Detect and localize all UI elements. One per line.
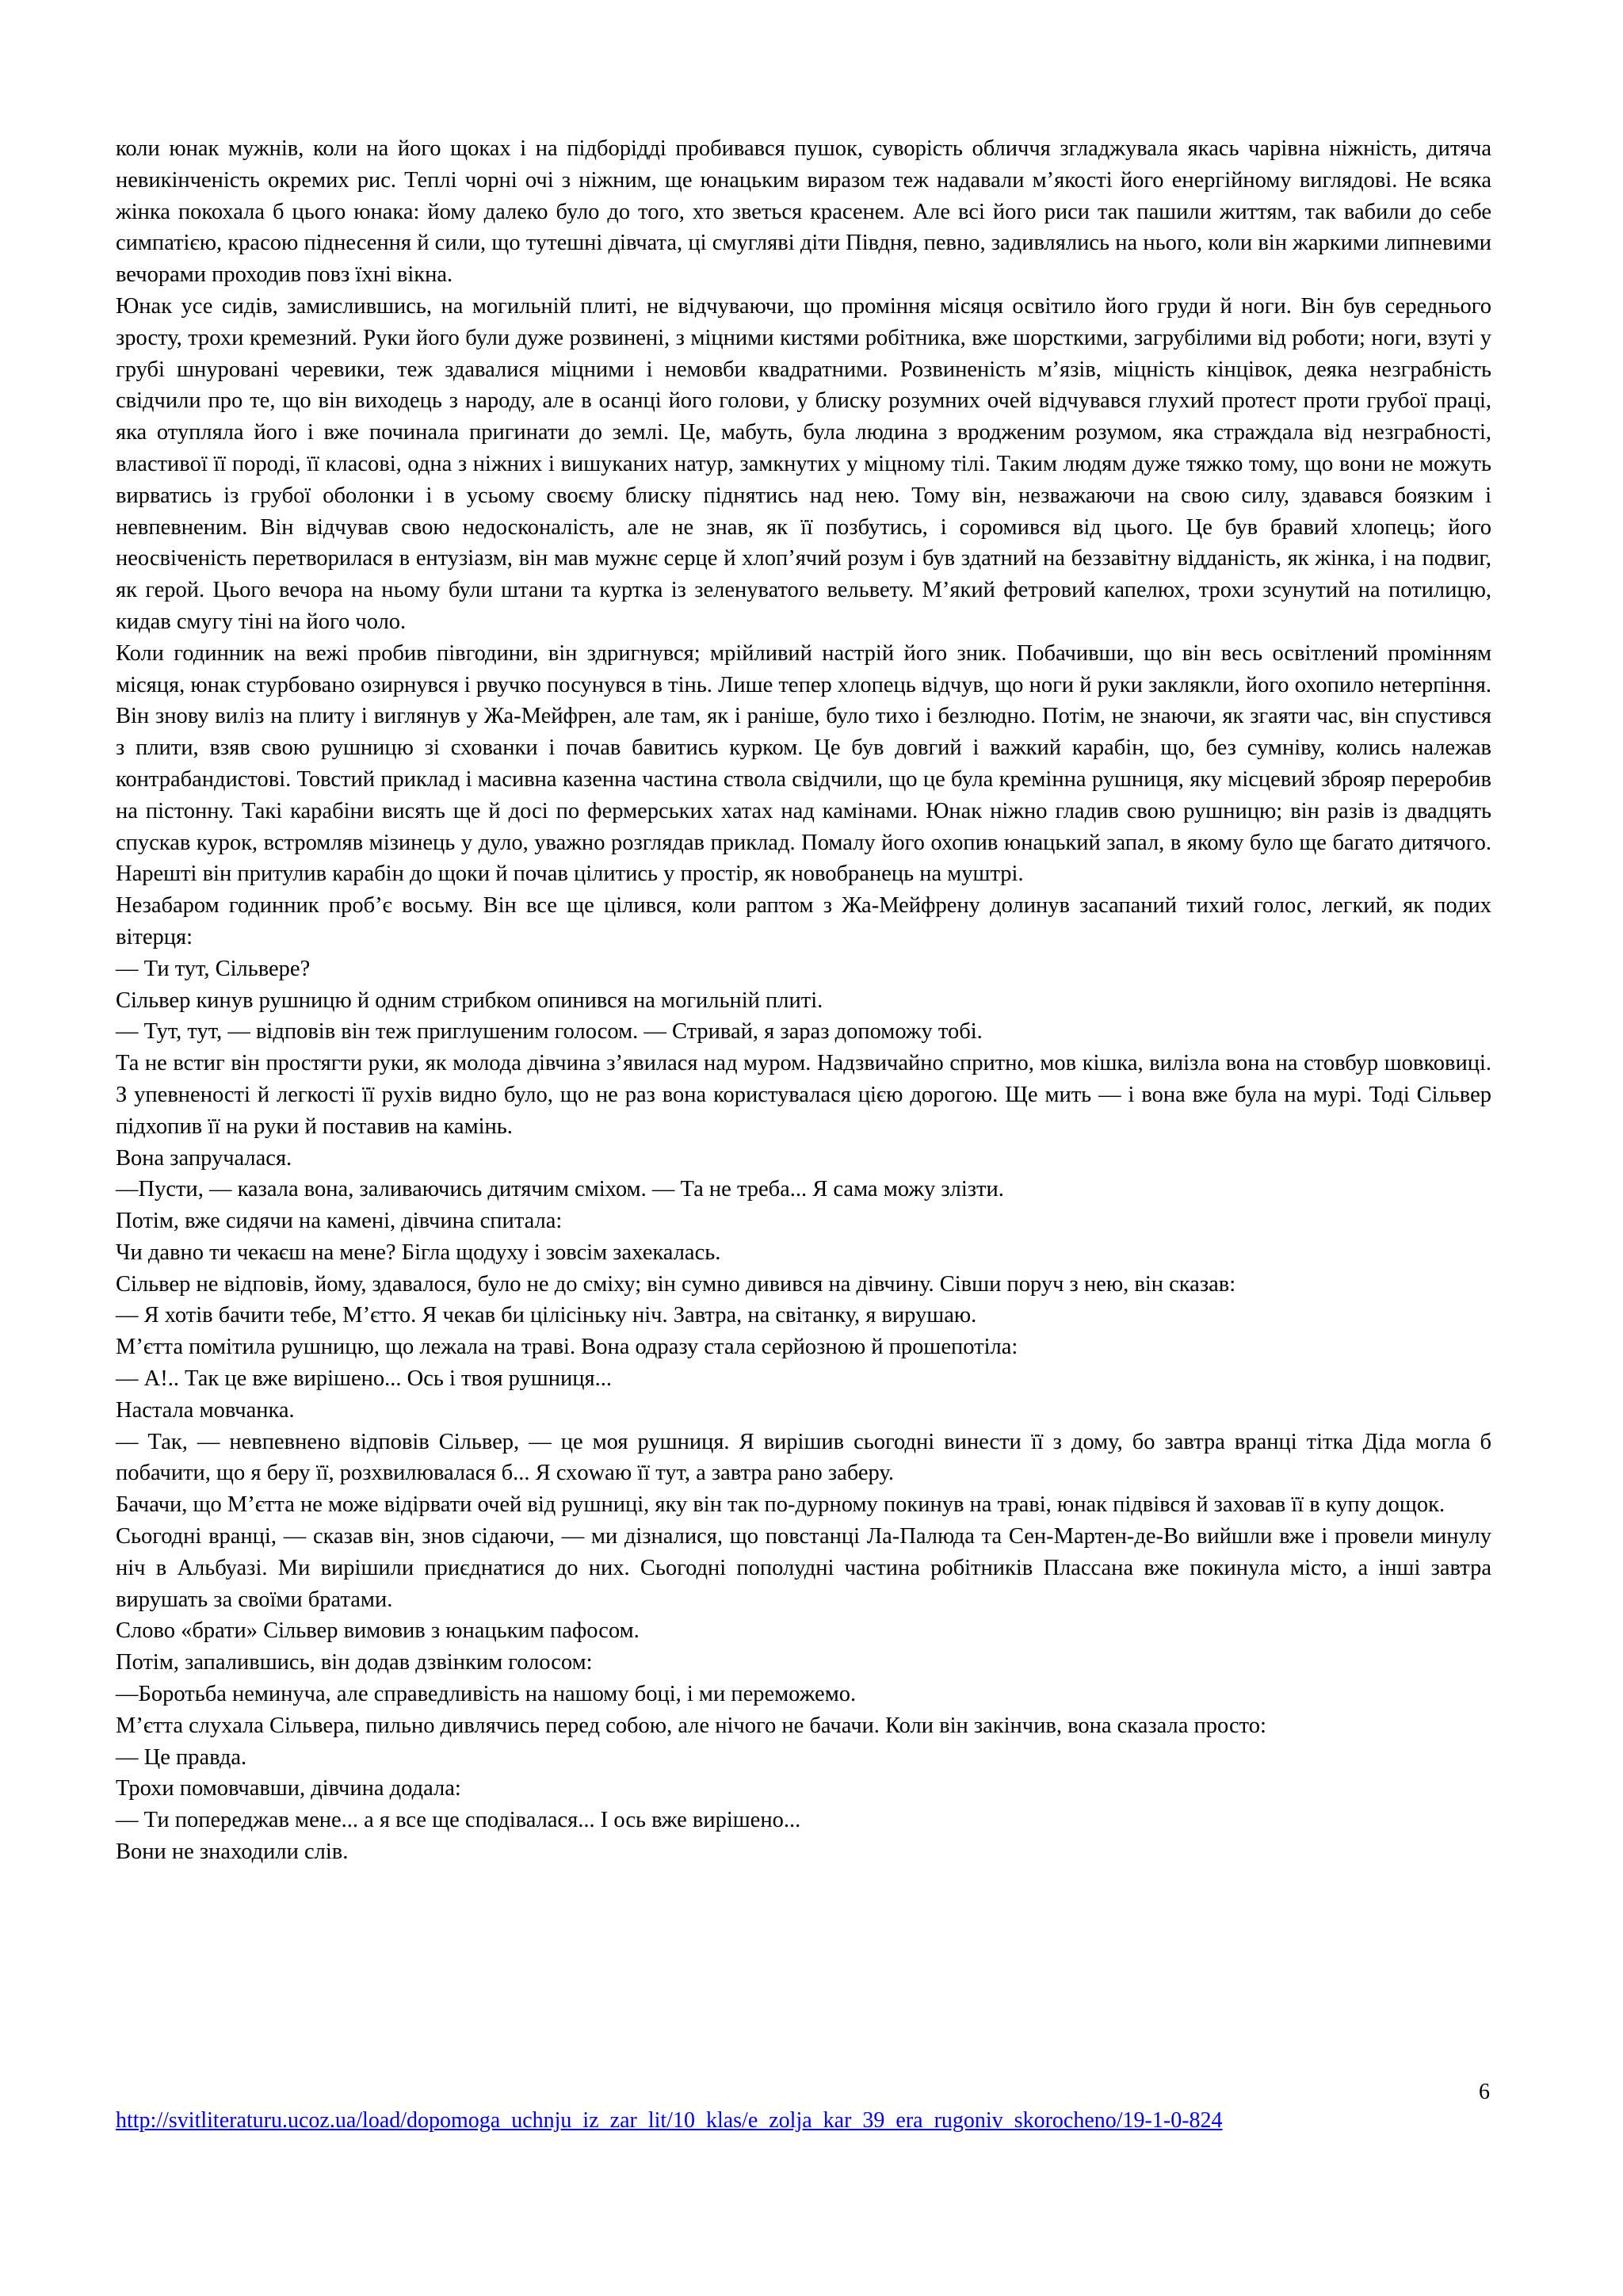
page-number: 6 — [1479, 2080, 1490, 2104]
dialogue-line: — Я хотів бачити тебе, М’єтто. Я чекав би цілісіньку ніч. Завтра, на світанку, я вирушаю. — [116, 1303, 977, 1328]
paragraph: Бачачи, що М’єтта не може відірвати очей від рушниці, яку він так по-дурному покинув на траві, юнак підвівся й заховав її в купу дощок. — [116, 1492, 1445, 1518]
paragraph: Трохи помовчавши, дівчина додала: — [116, 1776, 461, 1801]
paragraph: Юнак усе сидів, замислившись, на могильній плиті, не відчуваючи, що проміння місяця освітило його груди й ноги. Він був середнього зросту, трохи кремезний. Руки його були дуже розвинені, з міцними кистями робітника, вже шорсткими, загрубілими від роботи; ноги, взуті у грубі шнуровані черевики, теж здавалися міцними і немовби квадратними. Розвиненість м’язів, міцність кінцівок, деяка незграбність свідчили про те, що він виходець з народу, але в осанці його голови, у блиску розумних очей відчувався глухий протест проти грубої праці, яка отупляла його і вже починала пригинати до землі. Це, мабуть, була людина з вродженим розумом, яка страждала від незграбності, властивої її породі, її класові, одна з ніжних і вишуканих натур, замкнутих у міцному тілі. Таким людям дуже тяжко тому, що вони не можуть вирватись із грубої оболонки і в усьому своєму блиску піднятись над нею. Тому він, незважаючи на свою силу, здавався боязким і невпевненим. Він відчував свою недосконалість, але не знав, як її позбутись, і соромився від цього. Це був бравий хлопець; його неосвіченість перетворилася в ентузіазм, він мав мужнє серце й хлоп’ячий розум і був здатний на беззавітну відданість, як жінка, і на подвиг, як герой. Цього вечора на ньому були штани та куртка із зеленуватого вельвету. М’який фетровий капелюх, трохи зсунутий на потилицю, кидав смугу тіні на його чоло. — [116, 293, 1491, 634]
dialogue-line: Сьогодні вранці, — сказав він, знов сідаючи, — ми дізналися, що повстанці Ла-Палюда та Сен-Мартен-де-Во вийшли вже і провели минулу ніч в Альбуазі. Ми вирішили приєднатися до них. Сьогодні пополудні частина робітників Плассана вже покинула місто, а інші завтра вирушать за своїми братами. — [116, 1524, 1491, 1612]
paragraph: М’єтта слухала Сільвера, пильно дивлячись перед собою, але нічого не бачачи. Коли він закінчив, вона сказала просто: — [116, 1713, 1266, 1738]
source-link[interactable]: http://svitliteraturu.ucoz.ua/load/dopomoga_uchnju_iz_zar_lit/10_klas/e_zolja_kar_39_era_rugoniv_skorocheno/19-1-0-824 — [116, 2108, 1223, 2133]
paragraph: М’єтта помітила рушницю, що лежала на траві. Вона одразу стала серйозною й прошепотіла: — [116, 1335, 1018, 1360]
paragraph: Слово «брати» Сільвер вимовив з юнацьким пафосом. — [116, 1618, 640, 1644]
document-body — [116, 133, 1491, 1868]
paragraph: Вони не знаходили слів. — [116, 1839, 349, 1865]
dialogue-line: —Боротьба неминуча, але справедливість на нашому боці, і ми переможемо. — [116, 1682, 857, 1707]
dialogue-line: — Це правда. — [116, 1744, 247, 1770]
paragraph: Сільвер не відповів, йому, здавалося, було не до сміху; він сумно дивився на дівчину. Сівши поруч з нею, він сказав: — [116, 1271, 1236, 1297]
dialogue-line: —Пусти, — казала вона, заливаючись дитячим сміхом. — Та не треба... Я сама можу злізти. — [116, 1177, 1004, 1202]
dialogue-line: — Ти попереджав мене... а я все ще сподівалася... І ось вже вирішено... — [116, 1808, 801, 1833]
dialogue-line: — Так, — невпевнено відповів Сільвер, — це моя рушниця. Я вирішив сьогодні винести її з дому, бо завтра вранці тітка Діда могла б побачити, що я беру її, розхвилювалася б... Я схowаю її тут, а завтра рано заберу. — [116, 1429, 1491, 1486]
paragraph: коли юнак мужнів, коли на його щоках і на підборідді пробивався пушок, суворість обличчя згладжувала якась чарівна ніжність, дитяча невикінченість окремих рис. Теплі чорні очі з ніжним, ще юнацьким виразом теж надавали м’якості його енергійному виглядові. Не всяка жінка покохала б цього юнака: йому далеко було до того, хто зветься красенем. Але всі його риси так пашили життям, так вабили до себе симпатією, красою піднесення й сили, що тутешні дівчата, ці смугляві діти Півдня, певно, задивлялись на нього, коли він жаркими липневими вечорами проходив повз їхні вікна. — [116, 136, 1491, 288]
paragraph: Незабаром годинник проб’є восьму. Він все ще цілився, коли раптом з Жа-Мейфрену долинув засапаний тихий голос, легкий, як подих вітерця: — [116, 893, 1491, 949]
paragraph: Коли годинник на вежі пробив півгодини, він здригнувся; мрійливий настрій його зник. Побачивши, що він весь освітлений промінням місяця, юнак стурбовано озирнувся і рвучко посунувся в тінь. Лише тепер хлопець відчув, що ноги й руки заклякли, його охопило нетерпіння. Він знову виліз на плиту і виглянув у Жа-Мейфрен, але там, як і раніше, було тихо і безлюдно. Потім, не знаючи, як згаяти час, він спустився з плити, взяв свою рушницю зі схованки і почав бавитись курком. Це був довгий і важкий карабін, що, без сумніву, колись належав контрабандистові. Товстий приклад і масивна казенна частина ствола свідчили, що це була кремінна рушниця, яку місцевий зброяр переробив на пістонну. Такі карабіни висять ще й досі по фермерських хатах над камінами. Юнак ніжно гладив свою рушницю; він разів із двадцять спускав курок, встромляв мізинець у дуло, уважно розглядав приклад. Помалу його охопив юнацький запал, в якому було ще багато дитячого. Нарешті він притулив карабін до щоки й почав цілитись у простір, як новобранець на муштрі. — [116, 640, 1491, 887]
dialogue-line: — А!.. Так це вже вирішено... Ось і твоя рушниця... — [116, 1366, 612, 1392]
paragraph: Потім, запалившись, він додав дзвінким голосом: — [116, 1650, 593, 1675]
paragraph: Вона запручалася. — [116, 1145, 292, 1171]
dialogue-line: Чи давно ти чекаєш на мене? Бігла щодуху і зовсім захекалась. — [116, 1240, 721, 1265]
paragraph: Сільвер кинув рушницю й одним стрибком опинився на могильній плиті. — [116, 988, 823, 1013]
paragraph: Потім, вже сидячи на камені, дівчина спитала: — [116, 1209, 563, 1234]
paragraph: Та не встиг він простягти руки, як молода дівчина з’явилася над муром. Надзвичайно спритно, мов кішка, вилізла вона на стовбур шовковиці. З упевненості й легкості її рухів видно було, що не раз вона користувалася цією дорогою. Ще мить — і вона вже була на мурі. Тоді Сільвер підхопив її на руки й поставив на камінь. — [116, 1051, 1491, 1139]
dialogue-line: — Ти тут, Сільвере? — [116, 956, 311, 981]
paragraph: Настала мовчанка. — [116, 1397, 295, 1423]
dialogue-line: — Тут, тут, — відповів він теж приглушеним голосом. — Стривай, я зараз допоможу тобі. — [116, 1019, 983, 1045]
